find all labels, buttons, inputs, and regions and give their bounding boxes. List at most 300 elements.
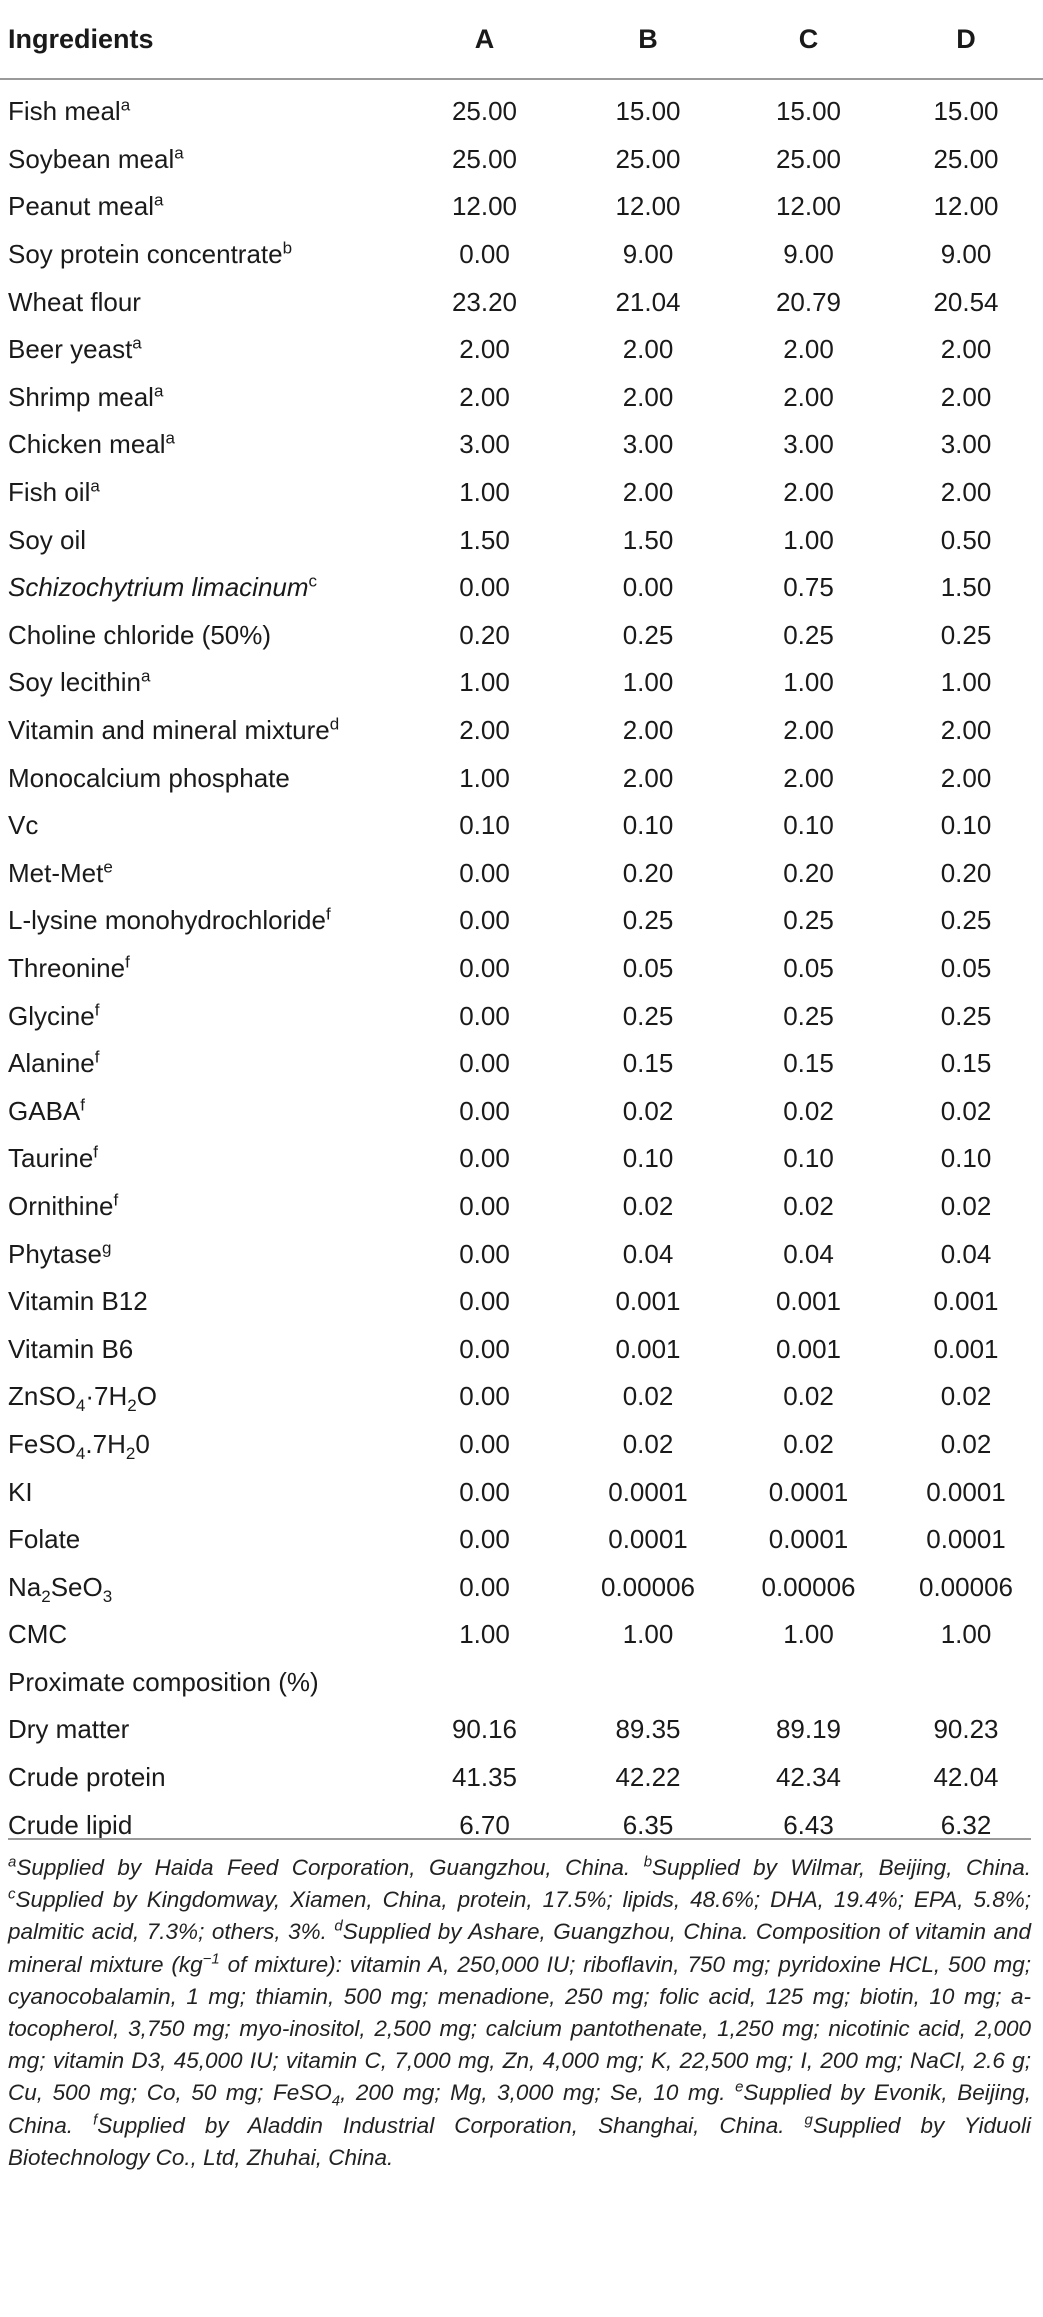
footnote-marker: a	[174, 143, 184, 163]
ingredient-label	[0, 231, 401, 279]
value-cell-b: 0.25	[622, 905, 674, 936]
value-cell-d: 42.04	[933, 1762, 999, 1793]
table-row	[0, 850, 1043, 898]
value-cell-d: 0.02	[940, 1428, 992, 1459]
label-text: Schizochytrium limacinum	[8, 572, 309, 603]
ingredient-label	[0, 1754, 401, 1802]
footnote-marker: a	[140, 666, 151, 686]
value-cell-a: 41.35	[451, 1762, 518, 1793]
value-cell-c: 0.02	[783, 1381, 834, 1412]
value-cell-b: 9.00	[622, 239, 674, 270]
value-cell-a: 2.00	[459, 334, 510, 365]
label-text: Shrimp meal	[8, 381, 154, 412]
ingredient-label	[0, 1659, 401, 1707]
value-cell-d: 0.001	[933, 1286, 999, 1317]
footnote-text: Supplied by Evonik, Beijing, China.	[8, 2080, 1032, 2138]
value-cell-a: 12.00	[451, 191, 518, 222]
value-cell-b: 25.00	[615, 143, 681, 174]
label-text: SeO	[50, 1571, 103, 1602]
table-footnotes	[8, 1838, 1031, 2174]
footnote-text: Supplied by Ashare, Guangzhou, China. Composition of vitamin and mineral mixture (kg	[8, 1919, 1031, 1977]
value-cell-a: 2.00	[459, 715, 510, 746]
value-cell-b: 15.00	[615, 96, 681, 127]
table-row	[0, 992, 1043, 1040]
value-cell-b: 0.05	[622, 952, 674, 983]
value-cell-d: 20.54	[933, 286, 999, 317]
value-cell-c: 6.43	[783, 1809, 834, 1840]
label-text: Fish oil	[8, 477, 91, 508]
label-text: Monocalcium phosphate	[8, 762, 290, 793]
value-cell-b: 2.00	[622, 334, 674, 365]
value-cell-b: 0.00	[622, 572, 674, 603]
label-text: Vc	[8, 810, 39, 841]
ingredient-label	[0, 1325, 401, 1373]
table-row	[0, 1754, 1043, 1802]
label-text: Proximate composition (%)	[8, 1666, 319, 1697]
footnote-marker: g	[101, 1237, 112, 1257]
label-text: Threonine	[8, 952, 126, 983]
value-cell-c: 42.34	[775, 1762, 842, 1793]
value-cell-a: 1.00	[459, 762, 510, 793]
label-text: Choline chloride (50%)	[8, 619, 272, 650]
label-text: Na	[8, 1571, 42, 1602]
label-text: L-lysine monohydrochloride	[8, 905, 326, 936]
value-cell-b: 21.04	[615, 286, 681, 317]
footnote-marker: d	[329, 714, 340, 734]
footnote-sup: f	[93, 2111, 98, 2129]
footnote-text: of mixture): vitamin A, 250,000 IU; riboflavin, 750 mg; pyridoxine HCL, 500 mg; cyanocobalamin, 1 mg; thiamin, 500 mg; menadione, 250 mg; folic acid, 125 mg; biotin, 10 mg; a-tocopherol, 3,750 mg; myo-inositol, 2,500 mg; calcium pantothenate, 1,250 mg; nicotinic acid, 2,000 mg; vitamin D3, 45,000 IU; vitamin C, 7,000 mg, Zn, 4,000 mg; K, 22,500 mg; I, 200 mg; NaCl, 2.6 g; Cu, 500 mg; Co, 50 mg; FeSO	[8, 1951, 1031, 2106]
table-row	[0, 326, 1043, 374]
footnote-marker: a	[90, 476, 100, 496]
label-text: Beer yeast	[8, 334, 133, 365]
label-sub: 4	[75, 1396, 86, 1416]
table-row	[0, 516, 1043, 564]
value-cell-c: 0.15	[783, 1048, 834, 1079]
value-cell-d: 0.20	[940, 857, 992, 888]
ingredient-label	[0, 1421, 401, 1469]
ingredient-label	[0, 850, 401, 898]
label-text: KI	[8, 1476, 33, 1507]
ingredient-label	[0, 1040, 401, 1088]
value-cell-b: 0.00006	[601, 1571, 695, 1602]
value-cell-c: 25.00	[775, 143, 842, 174]
value-cell-c: 0.001	[775, 1286, 842, 1317]
value-cell-a	[401, 1659, 568, 1707]
value-cell-c: 1.00	[783, 667, 834, 698]
table-row	[0, 1135, 1043, 1183]
label-text: Wheat flour	[8, 286, 141, 317]
label-text: Soy oil	[8, 524, 87, 555]
table-row	[0, 374, 1043, 422]
table-row	[0, 421, 1043, 469]
value-cell-b	[568, 1659, 728, 1707]
table-row	[0, 1563, 1043, 1611]
ingredient-label	[0, 1373, 401, 1421]
value-cell-c: 0.02	[783, 1190, 834, 1221]
table-row	[0, 802, 1043, 850]
ingredient-label	[0, 945, 401, 993]
value-cell-b: 42.22	[615, 1762, 681, 1793]
ingredient-label	[0, 802, 401, 850]
table-row	[0, 1659, 1043, 1707]
footnote-marker: e	[103, 857, 113, 877]
value-cell-d: 0.05	[940, 952, 992, 983]
value-cell-a: 0.00	[459, 239, 510, 270]
footnote-marker: f	[80, 1095, 85, 1115]
value-cell-b: 0.25	[622, 1000, 674, 1031]
label-text: Dry matter	[8, 1714, 130, 1745]
ingredient-label	[0, 278, 401, 326]
value-cell-d: 2.00	[940, 762, 992, 793]
ingredient-label	[0, 469, 401, 517]
label-sub: 3	[102, 1586, 113, 1606]
value-cell-c: 0.10	[783, 1143, 834, 1174]
ingredient-label	[0, 1563, 401, 1611]
label-text: Peanut meal	[8, 191, 154, 222]
value-cell-d: 0.25	[940, 619, 992, 650]
footnote-marker: a	[153, 190, 164, 210]
value-cell-c: 1.00	[783, 524, 834, 555]
header-ingredients: Ingredients	[0, 0, 401, 79]
value-cell-a: 0.00	[459, 952, 510, 983]
table-body	[0, 79, 1043, 1861]
value-cell-d: 12.00	[933, 191, 999, 222]
value-cell-d: 0.10	[940, 810, 992, 841]
header-a: A	[401, 0, 568, 79]
label-text: Phytase	[8, 1238, 102, 1269]
table-row	[0, 469, 1043, 517]
value-cell-c: 0.75	[783, 572, 834, 603]
table-row	[0, 1325, 1043, 1373]
value-cell-a: 25.00	[451, 143, 518, 174]
ingredient-label	[0, 326, 401, 374]
table-row	[0, 1611, 1043, 1659]
value-cell-c: 0.0001	[768, 1524, 849, 1555]
value-cell-a: 0.00	[459, 1286, 510, 1317]
value-cell-a: 0.00	[459, 1048, 510, 1079]
value-cell-d: 0.02	[940, 1095, 992, 1126]
footnote-text: Supplied by Haida Feed Corporation, Guangzhou, China.	[16, 1855, 644, 1880]
ingredient-label	[0, 754, 401, 802]
label-sub: 4	[75, 1444, 86, 1464]
ingredient-label	[0, 897, 401, 945]
value-cell-a: 0.10	[459, 810, 510, 841]
table-row	[0, 1516, 1043, 1564]
table-row	[0, 231, 1043, 279]
label-text: ZnSO	[8, 1381, 76, 1412]
table-row	[0, 1468, 1043, 1516]
value-cell-b: 1.50	[622, 524, 674, 555]
label-text: FeSO	[8, 1428, 76, 1459]
footnote-marker: f	[94, 999, 100, 1019]
footnote-text: Supplied by Yiduoli Biotechnology Co., Ltd, Zhuhai, China.	[8, 2112, 1031, 2170]
footnote-sup: g	[804, 2111, 813, 2129]
value-cell-b: 0.02	[622, 1190, 674, 1221]
footnote-marker: c	[308, 571, 318, 591]
value-cell-a: 1.00	[459, 667, 510, 698]
label-text: O	[136, 1381, 157, 1412]
value-cell-d: 90.23	[933, 1714, 999, 1745]
value-cell-a: 0.00	[459, 1238, 510, 1269]
value-cell-b: 12.00	[615, 191, 681, 222]
ingredient-label	[0, 1706, 401, 1754]
footnote-marker: f	[325, 904, 331, 924]
value-cell-d: 0.02	[940, 1381, 992, 1412]
table-row	[0, 1040, 1043, 1088]
value-cell-b: 0.15	[622, 1048, 674, 1079]
value-cell-b: 0.001	[615, 1333, 681, 1364]
table-row	[0, 564, 1043, 612]
value-cell-a: 1.50	[459, 524, 510, 555]
label-text: Ornithine	[8, 1190, 114, 1221]
value-cell-a: 0.00	[459, 1095, 510, 1126]
label-text: Alanine	[8, 1048, 95, 1079]
table-row	[0, 945, 1043, 993]
footnote-sup: c	[8, 1885, 16, 1903]
value-cell-c: 2.00	[783, 381, 834, 412]
label-text: Crude lipid	[8, 1809, 133, 1840]
value-cell-a: 0.00	[459, 1333, 510, 1364]
table-row	[0, 79, 1043, 136]
value-cell-b: 0.0001	[608, 1524, 688, 1555]
ingredient-label	[0, 1230, 401, 1278]
value-cell-c: 2.00	[783, 477, 834, 508]
value-cell-c: 12.00	[775, 191, 842, 222]
ingredient-label	[0, 707, 401, 755]
value-cell-c: 9.00	[783, 239, 834, 270]
value-cell-d: 0.50	[940, 524, 992, 555]
value-cell-d: 15.00	[933, 96, 999, 127]
footnote-text: Supplied by Kingdomway, Xiamen, China, protein, 17.5%; lipids, 48.6%; DHA, 19.4%; EPA, 5.8%; palmitic acid, 7.3%; others, 3%.	[8, 1887, 1031, 1945]
footnote-text: Supplied by Wilmar, Beijing, China.	[652, 1855, 1031, 1880]
value-cell-b: 0.10	[622, 810, 674, 841]
value-cell-c: 0.0001	[768, 1476, 849, 1507]
ingredient-label	[0, 136, 401, 184]
value-cell-a: 1.00	[459, 1619, 510, 1650]
value-cell-b: 2.00	[622, 381, 674, 412]
value-cell-c: 2.00	[783, 715, 834, 746]
value-cell-c: 0.20	[783, 857, 834, 888]
label-text: Soybean meal	[8, 143, 175, 174]
ingredient-label	[0, 183, 401, 231]
label-text: Met-Met	[8, 857, 104, 888]
footnote-marker: f	[125, 952, 130, 972]
value-cell-b: 0.20	[622, 857, 674, 888]
value-cell-b: 0.10	[622, 1143, 674, 1174]
value-cell-d: 0.15	[940, 1048, 992, 1079]
label-text: Vitamin B12	[8, 1286, 148, 1317]
table-row	[0, 1706, 1043, 1754]
value-cell-b: 2.00	[622, 715, 674, 746]
value-cell-d: 0.25	[940, 905, 992, 936]
table-row	[0, 1183, 1043, 1231]
value-cell-a: 0.00	[459, 1143, 510, 1174]
label-text: CMC	[8, 1619, 68, 1650]
value-cell-c: 0.04	[783, 1238, 834, 1269]
value-cell-d: 9.00	[940, 239, 992, 270]
value-cell-b: 0.001	[615, 1286, 681, 1317]
value-cell-d: 1.50	[940, 572, 992, 603]
value-cell-a: 0.00	[459, 1476, 510, 1507]
value-cell-d: 2.00	[940, 381, 992, 412]
table-row	[0, 1230, 1043, 1278]
value-cell-a: 0.00	[459, 1000, 510, 1031]
value-cell-a: 0.00	[459, 1428, 510, 1459]
ingredient-label	[0, 516, 401, 564]
header-row	[0, 0, 1043, 79]
value-cell-a: 25.00	[451, 96, 518, 127]
value-cell-d: 0.0001	[926, 1476, 1006, 1507]
value-cell-a: 0.00	[459, 1524, 510, 1555]
value-cell-a: 0.00	[459, 1190, 510, 1221]
value-cell-a: 1.00	[459, 477, 510, 508]
ingredient-label	[0, 612, 401, 660]
table-row	[0, 183, 1043, 231]
footnote-sup: e	[735, 2078, 744, 2096]
header-c: C	[728, 0, 889, 79]
value-cell-c: 0.02	[783, 1428, 834, 1459]
table-row	[0, 659, 1043, 707]
value-cell-c: 1.00	[783, 1619, 834, 1650]
label-text: Soy protein concentrate	[8, 239, 283, 270]
footnote-sup: a	[8, 1853, 17, 1871]
value-cell-d: 6.32	[940, 1809, 992, 1840]
ingredient-label	[0, 79, 401, 136]
value-cell-b: 2.00	[622, 477, 674, 508]
value-cell-d: 0.02	[940, 1190, 992, 1221]
value-cell-c: 2.00	[783, 762, 834, 793]
value-cell-b: 0.0001	[608, 1476, 688, 1507]
label-text: Soy lecithin	[8, 667, 141, 698]
value-cell-a: 0.00	[459, 1571, 510, 1602]
value-cell-b: 0.04	[622, 1238, 674, 1269]
value-cell-c: 0.05	[783, 952, 834, 983]
label-sub: 2	[125, 1444, 136, 1464]
footnote-text: , 200 mg; Mg, 3,000 mg; Se, 10 mg.	[340, 2080, 736, 2106]
value-cell-b: 0.02	[622, 1428, 674, 1459]
footnote-text: Supplied by Aladdin Industrial Corporation, Shanghai, China.	[97, 2112, 805, 2138]
table-row	[0, 1087, 1043, 1135]
table-row	[0, 707, 1043, 755]
value-cell-a: 0.00	[459, 857, 510, 888]
value-cell-a: 6.70	[459, 1809, 510, 1840]
footnote-marker: a	[120, 95, 131, 115]
value-cell-d: 0.10	[940, 1143, 992, 1174]
value-cell-d: 2.00	[940, 477, 992, 508]
label-text: Fish meal	[8, 96, 121, 127]
value-cell-b: 1.00	[622, 667, 674, 698]
label-text: GABA	[8, 1095, 81, 1126]
ingredient-label	[0, 1516, 401, 1564]
footnote-sub: 4	[331, 2092, 341, 2110]
value-cell-b: 0.02	[622, 1095, 674, 1126]
value-cell-c: 20.79	[775, 286, 842, 317]
label-text: Chicken meal	[8, 429, 166, 460]
value-cell-a: 0.20	[459, 619, 510, 650]
value-cell-c	[728, 1659, 889, 1707]
value-cell-d: 0.00006	[919, 1571, 1013, 1602]
label-text: Taurine	[8, 1143, 94, 1174]
label-text: Vitamin B6	[8, 1333, 134, 1364]
header-b: B	[568, 0, 728, 79]
footnote-marker: b	[282, 238, 293, 258]
value-cell-a: 0.00	[459, 905, 510, 936]
value-cell-d: 1.00	[940, 1619, 992, 1650]
value-cell-d: 0.04	[940, 1238, 992, 1269]
ingredient-label	[0, 1135, 401, 1183]
ingredient-label	[0, 1183, 401, 1231]
label-sub: 2	[127, 1396, 137, 1416]
ingredient-label	[0, 1278, 401, 1326]
ingredient-label	[0, 659, 401, 707]
footnote-marker: a	[153, 381, 164, 401]
value-cell-d: 3.00	[940, 429, 992, 460]
label-text: Glycine	[8, 1000, 95, 1031]
value-cell-d	[889, 1659, 1043, 1707]
footnote-marker: a	[132, 333, 142, 353]
header-d: D	[889, 0, 1043, 79]
value-cell-a: 0.00	[459, 572, 510, 603]
table-row	[0, 612, 1043, 660]
table-row	[0, 754, 1043, 802]
value-cell-d: 25.00	[933, 143, 999, 174]
value-cell-c: 89.19	[775, 1714, 842, 1745]
value-cell-b: 0.02	[622, 1381, 674, 1412]
ingredient-label	[0, 421, 401, 469]
value-cell-c: 15.00	[775, 96, 842, 127]
label-text: Folate	[8, 1524, 81, 1555]
ingredient-label	[0, 1468, 401, 1516]
value-cell-c: 0.10	[783, 810, 834, 841]
table-row	[0, 278, 1043, 326]
value-cell-d: 0.001	[933, 1333, 999, 1364]
value-cell-c: 0.25	[783, 619, 834, 650]
label-text: Vitamin and mineral mixture	[8, 715, 330, 746]
value-cell-a: 3.00	[459, 429, 510, 460]
label-sub: 2	[41, 1586, 51, 1606]
value-cell-c: 2.00	[783, 334, 834, 365]
label-text: ·7H	[85, 1381, 128, 1412]
footnote-sup: b	[643, 1853, 653, 1871]
table-row	[0, 136, 1043, 184]
value-cell-a: 23.20	[451, 286, 518, 317]
value-cell-b: 1.00	[622, 1619, 674, 1650]
footnote-marker: a	[165, 428, 175, 448]
ingredient-label	[0, 1611, 401, 1659]
value-cell-b: 89.35	[615, 1714, 681, 1745]
value-cell-c: 3.00	[783, 429, 834, 460]
table-row	[0, 1373, 1043, 1421]
value-cell-c: 0.02	[783, 1095, 834, 1126]
table-row	[0, 1421, 1043, 1469]
value-cell-d: 2.00	[940, 715, 992, 746]
value-cell-a: 90.16	[451, 1714, 518, 1745]
value-cell-a: 2.00	[459, 381, 510, 412]
label-text: .7H	[85, 1428, 126, 1459]
ingredient-label	[0, 374, 401, 422]
value-cell-b: 3.00	[622, 429, 674, 460]
label-text: Crude protein	[8, 1762, 166, 1793]
footnote-marker: f	[113, 1190, 119, 1210]
value-cell-c: 0.001	[775, 1333, 842, 1364]
value-cell-b: 2.00	[622, 762, 674, 793]
value-cell-d: 0.0001	[926, 1524, 1006, 1555]
ingredient-label	[0, 564, 401, 612]
value-cell-c: 0.00006	[761, 1571, 856, 1602]
value-cell-b: 0.25	[622, 619, 674, 650]
table-row	[0, 1278, 1043, 1326]
value-cell-c: 0.25	[783, 905, 834, 936]
